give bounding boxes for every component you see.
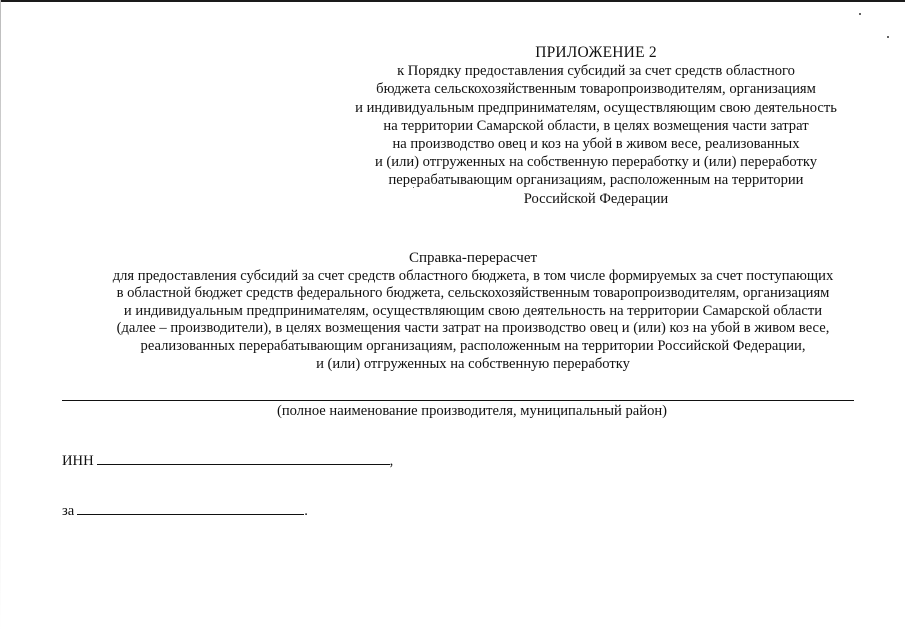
producer-name-caption: (полное наименование производителя, муниципальный район) (276, 403, 668, 419)
appendix-line: Российской Федерации (523, 190, 669, 207)
page-left-edge (0, 0, 1, 632)
inn-row (62, 452, 393, 470)
certificate-line: реализованных перерабатывающим организациям, расположенным на территории Российской Федерации, (140, 337, 806, 354)
period-field[interactable] (77, 502, 304, 515)
scan-speck (887, 36, 889, 38)
certificate-line: и индивидуальным предпринимателям, осуществляющим свою деятельность на территории Самарской области (123, 302, 823, 319)
appendix-line: бюджета сельскохозяйственным товаропроизводителям, организациям (376, 81, 816, 98)
certificate-line: и (или) отгруженных на собственную переработку (316, 355, 630, 372)
certificate-heading (60, 250, 886, 373)
appendix-header (340, 44, 852, 208)
appendix-line: к Порядку предоставления субсидий за счет средств областного (397, 63, 795, 80)
appendix-line: на территории Самарской области, в целях возмещения части затрат (383, 117, 809, 134)
period-label: за (62, 503, 75, 519)
certificate-line: для предоставления субсидий за счет средств областного бюджета, в том числе формируемых за счет поступающих (112, 267, 834, 284)
inn-label: ИНН (62, 453, 94, 469)
inn-suffix: , (389, 453, 394, 469)
appendix-line: и индивидуальным предпринимателям, осуществляющим свою деятельность (355, 99, 837, 116)
certificate-line: (далее – производители), в целях возмещения части затрат на производство овец и (или) коз на убой в живом весе, (116, 320, 830, 337)
certificate-line: в областной бюджет средств федерального бюджета, сельскохозяйственным товаропроизводителям, организациям (116, 285, 830, 302)
scan-speck (859, 13, 861, 15)
appendix-line: и (или) отгруженных на собственную переработку и (или) переработку (374, 154, 818, 171)
appendix-title: ПРИЛОЖЕНИЕ 2 (535, 44, 657, 61)
certificate-title: Справка-перерасчет (408, 250, 538, 266)
period-suffix: . (304, 503, 308, 519)
appendix-line: перерабатывающим организациям, расположенным на территории (388, 172, 804, 189)
inn-field[interactable] (97, 452, 390, 465)
page-top-border (0, 0, 905, 2)
producer-name-field[interactable] (62, 400, 854, 401)
appendix-line: на производство овец и коз на убой в живом весе, реализованных (392, 136, 800, 153)
period-row (62, 502, 308, 520)
